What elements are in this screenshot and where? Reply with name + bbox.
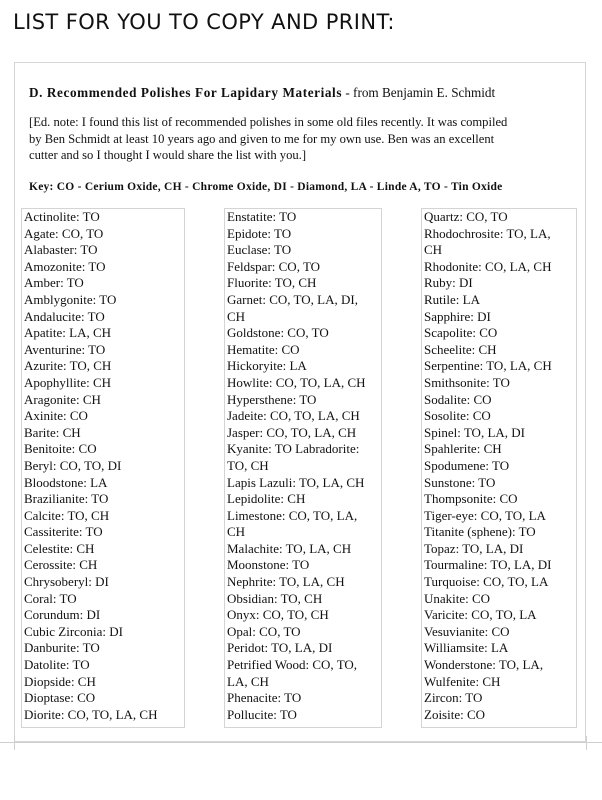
material-entry: LA, CH [227, 673, 269, 689]
material-entry: Fluorite: TO, CH [227, 275, 317, 291]
material-entry: Cubic Zirconia: DI [24, 623, 123, 639]
material-entry: Onyx: CO, TO, CH [227, 607, 329, 623]
material-entry: Danburite: TO [24, 640, 100, 656]
material-entry: CH [424, 242, 443, 258]
material-entry: Aragonite: CH [24, 391, 101, 407]
material-entry: Datolite: TO [24, 657, 90, 673]
material-entry: Moonstone: TO [227, 557, 310, 573]
material-entry: Petrified Wood: CO, TO, [227, 657, 358, 673]
material-entry: Garnet: CO, TO, LA, DI, [227, 291, 358, 307]
material-entry: Hickoryite: LA [227, 358, 307, 374]
document-title-author: - from Benjamin E. Schmidt [342, 85, 496, 100]
material-entry: Hypersthene: TO [227, 391, 317, 407]
material-entry: Tiger-eye: CO, TO, LA [424, 507, 546, 523]
material-entry: Amozonite: TO [24, 258, 106, 274]
material-entry: Cerossite: CH [24, 557, 98, 573]
material-entry: Goldstone: CO, TO [227, 325, 329, 341]
material-entry: Apatite: LA, CH [24, 325, 112, 341]
materials-column-2 [224, 208, 382, 728]
material-entry: Aventurine: TO [24, 341, 106, 357]
material-entry: Hematite: CO [227, 341, 300, 357]
material-entry: Sosolite: CO [424, 408, 491, 424]
material-entry: Lapis Lazuli: TO, LA, CH [227, 474, 365, 490]
material-entry: Rutile: LA [424, 291, 480, 307]
material-entry: Corundum: DI [24, 607, 101, 623]
material-entry: Azurite: TO, CH [24, 358, 112, 374]
material-entry: Unakite: CO [424, 590, 491, 606]
material-entry: Spahlerite: CH [424, 441, 502, 457]
material-entry: Smithsonite: TO [424, 374, 510, 390]
material-entry: Obsidian: TO, CH [227, 590, 323, 606]
footer-tick-right [586, 736, 587, 750]
material-entry: Andalucite: TO [24, 308, 105, 324]
material-entry: Zircon: TO [424, 690, 483, 706]
material-entry: Diorite: CO, TO, LA, CH [24, 706, 158, 722]
material-entry: Malachite: TO, LA, CH [227, 540, 352, 556]
material-entry: Diopside: CH [24, 673, 96, 689]
material-entry: Coral: TO [24, 590, 77, 606]
material-entry: Quartz: CO, TO [424, 209, 508, 224]
material-entry: Wonderstone: TO, LA, [424, 657, 544, 673]
material-entry: Beryl: CO, TO, DI [24, 457, 122, 473]
material-entry: Spinel: TO, LA, DI [424, 424, 525, 440]
editor-note-line: by Ben Schmidt at least 10 years ago and given to me for my own use. Ben was an excellent [29, 131, 495, 146]
material-entry: Brazilianite: TO [24, 491, 109, 507]
material-entry: Sunstone: TO [424, 474, 496, 490]
material-entry: Titanite (sphene): TO [424, 524, 536, 540]
material-entry: Celestite: CH [24, 540, 95, 556]
material-entry: Howlite: CO, TO, LA, CH [227, 374, 366, 390]
footer-tick-left [14, 736, 15, 750]
material-entry: Tourmaline: TO, LA, DI [424, 557, 552, 573]
document-title-bold: D. Recommended Polishes For Lapidary Materials [29, 85, 343, 100]
material-entry: Peridot: TO, LA, DI [227, 640, 333, 656]
material-entry: Sapphire: DI [424, 308, 491, 324]
materials-column-1 [21, 208, 185, 728]
material-entry: Vesuvianite: CO [424, 623, 510, 639]
material-entry: TO, CH [227, 457, 269, 473]
document-scan [14, 62, 586, 742]
material-entry: Axinite: CO [24, 408, 88, 424]
material-entry: Scapolite: CO [424, 325, 498, 341]
material-entry: Rhodonite: CO, LA, CH [424, 258, 552, 274]
editor-note-line: cutter and so I thought I would share the list with you.] [29, 148, 307, 162]
material-entry: Amber: TO [24, 275, 84, 291]
material-entry: Actinolite: TO [24, 209, 100, 224]
material-entry: Benitoite: CO [24, 441, 97, 457]
material-entry: Jasper: CO, TO, LA, CH [227, 424, 357, 440]
editor-note [29, 114, 569, 164]
polish-key: Key: CO - Cerium Oxide, CH - Chrome Oxide, DI - Diamond, LA - Linde A, TO - Tin Oxide [29, 181, 503, 193]
material-entry: CH [227, 524, 246, 540]
material-entry: Opal: CO, TO [227, 623, 301, 639]
material-entry: Enstatite: TO [227, 209, 297, 224]
editor-note-line: [Ed. note: I found this list of recommended polishes in some old files recently. It was compiled [29, 115, 508, 129]
material-entry: Cassiterite: TO [24, 524, 103, 540]
material-entry: Serpentine: TO, LA, CH [424, 358, 552, 374]
material-entry: Bloodstone: LA [24, 474, 108, 490]
material-entry: Agate: CO, TO [24, 225, 104, 241]
material-entry: Alabaster: TO [24, 242, 98, 258]
material-entry: Nephrite: TO, LA, CH [227, 574, 345, 590]
material-entry: Williamsite: LA [424, 640, 509, 656]
material-entry: Amblygonite: TO [24, 291, 117, 307]
document-title [29, 85, 585, 101]
material-entry: Kyanite: TO Labradorite: [227, 441, 360, 457]
material-entry: Euclase: TO [227, 242, 292, 258]
material-entry: Topaz: TO, LA, DI [424, 540, 524, 556]
page-heading: LIST FOR YOU TO COPY AND PRINT: [13, 10, 395, 34]
material-entry: Turquoise: CO, TO, LA [424, 574, 549, 590]
material-entry: Calcite: TO, CH [24, 507, 110, 523]
material-entry: Barite: CH [24, 424, 81, 440]
material-entry: Lepidolite: CH [227, 491, 306, 507]
material-entry: Pollucite: TO [227, 706, 297, 722]
material-entry: Feldspar: CO, TO [227, 258, 321, 274]
material-entry: Zoisite: CO [424, 706, 486, 722]
material-entry: Jadeite: CO, TO, LA, CH [227, 408, 360, 424]
material-entry: Phenacite: TO [227, 690, 302, 706]
material-entry: Sodalite: CO [424, 391, 492, 407]
material-entry: Limestone: CO, TO, LA, [227, 507, 358, 523]
material-entry: Rhodochrosite: TO, LA, [424, 225, 551, 241]
material-entry: Apophyllite: CH [24, 374, 112, 390]
material-entry: Ruby: DI [424, 275, 473, 291]
material-entry: Thompsonite: CO [424, 491, 518, 507]
material-entry: Scheelite: CH [424, 341, 497, 357]
material-entry: Epidote: TO [227, 225, 292, 241]
material-entry: Dioptase: CO [24, 690, 96, 706]
footer-divider [0, 742, 602, 743]
material-entry: Spodumene: TO [424, 457, 510, 473]
material-entry: Varicite: CO, TO, LA [424, 607, 537, 623]
material-entry: Chrysoberyl: DI [24, 574, 109, 590]
material-entry: CH [227, 308, 246, 324]
material-entry: Wulfenite: CH [424, 673, 501, 689]
materials-column-3 [421, 208, 577, 728]
